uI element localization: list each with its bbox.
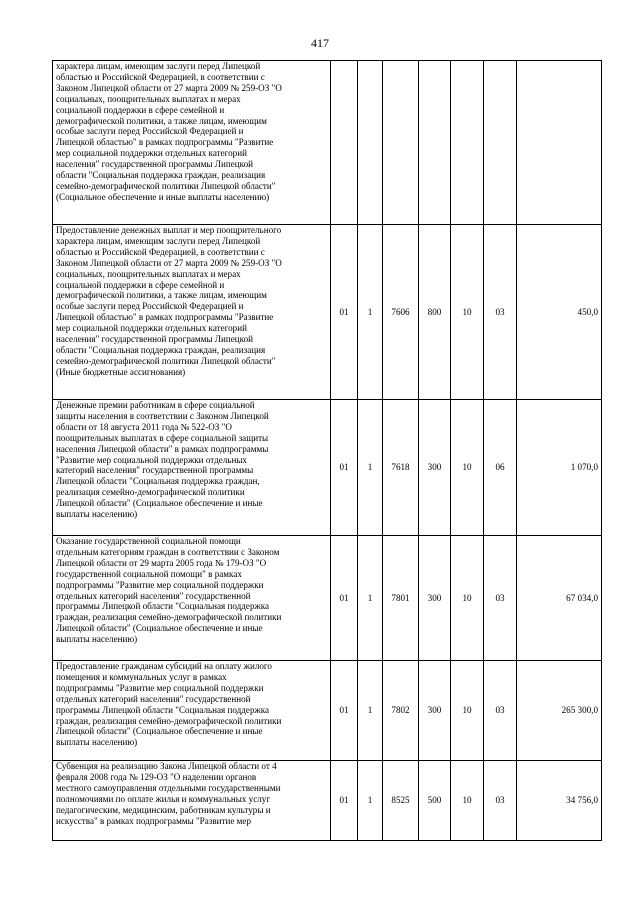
cell-amount: 265 300,0 (517, 661, 602, 761)
cell-subsection: 03 (484, 536, 517, 661)
cell-section: 10 (451, 536, 484, 661)
cell-subprogram: 1 (358, 225, 383, 400)
cell-program: 01 (331, 661, 358, 761)
cell-section: 10 (451, 400, 484, 536)
table-row (53, 225, 602, 400)
cell-section: 10 (451, 661, 484, 761)
cell-subsection: 03 (484, 225, 517, 400)
cell-amount: 450,0 (517, 225, 602, 400)
cell-amount (517, 61, 602, 225)
cell-amount: 34 756,0 (517, 761, 602, 841)
cell-subsection (484, 61, 517, 225)
cell-section: 10 (451, 761, 484, 841)
cell-direction: 7606 (383, 225, 419, 400)
cell-subprogram: 1 (358, 761, 383, 841)
cell-direction (383, 61, 419, 225)
cell-expense-type: 800 (419, 225, 451, 400)
cell-direction: 8525 (383, 761, 419, 841)
cell-program: 01 (331, 400, 358, 536)
row-description: Оказание государственной социальной помощи отдельным категориям граждан в соответствии с Законом Липецкой области от 29 марта 2005 года № 179-ОЗ "О государственной социальной помощи" в рамках подпрограммы "Развитие мер социальной поддержки отдельных категорий населения" государственной программы Липецкой области "Социальная поддержка граждан, реализация семейно-демографической политики Липецкой области" (Социальное обеспечение и иные выплаты населению) (53, 536, 331, 661)
row-description: характера лицам, имеющим заслуги перед Липецкой областью и Российской Федерацией, в соответствии с Законом Липецкой области от 27 марта 2009 № 259-ОЗ "О социальных, поощрительных выплатах и мерах социальной поддержки в сфере семейной и демографической политики, а также лицам, имеющим особые заслуги перед Российской Федерацией и Липецкой областью" в рамках подпрограммы "Развитие мер социальной поддержки отдельных категорий населения" государственной программы Липецкой области "Социальная поддержка граждан, реализация семейно-демографической политики Липецкой области" (Социальное обеспечение и иные выплаты населению) (53, 61, 331, 225)
cell-subsection: 03 (484, 661, 517, 761)
page-number: 417 (311, 36, 329, 50)
row-description: Предоставление гражданам субсидий на оплату жилого помещения и коммунальных услуг в рамках подпрограммы "Развитие мер социальной поддержки отдельных категорий населения" государственной программы Липецкой области "Социальная поддержка граждан, реализация семейно-демографической политики Липецкой области" (Социальное обеспечение и иные выплаты населению) (53, 661, 331, 761)
table-row (53, 400, 602, 536)
cell-subprogram: 1 (358, 661, 383, 761)
cell-expense-type: 300 (419, 536, 451, 661)
table-row (53, 536, 602, 661)
cell-direction: 7801 (383, 536, 419, 661)
row-description: Денежные премии работникам в сфере социальной защиты населения в соответствии с Законом Липецкой области от 18 августа 2011 года № 522-ОЗ "О поощрительных выплатах в сфере социальной защиты населения Липецкой области" в рамках подпрограммы "Развитие мер социальной поддержки отдельных категорий населения" государственной программы Липецкой области "Социальная поддержка граждан, реализация семейно-демографической политики Липецкой области" (Социальное обеспечение и иные выплаты населению) (53, 400, 331, 536)
table-row (53, 761, 602, 841)
cell-expense-type (419, 61, 451, 225)
cell-section: 10 (451, 225, 484, 400)
cell-direction: 7802 (383, 661, 419, 761)
cell-direction: 7618 (383, 400, 419, 536)
cell-program: 01 (331, 761, 358, 841)
table-row (53, 61, 602, 225)
cell-amount: 67 034,0 (517, 536, 602, 661)
cell-subsection: 06 (484, 400, 517, 536)
cell-subprogram: 1 (358, 400, 383, 536)
cell-program: 01 (331, 225, 358, 400)
cell-subprogram: 1 (358, 536, 383, 661)
row-description: Субвенция на реализацию Закона Липецкой области от 4 февраля 2008 года № 129-ОЗ "О наделении органов местного самоуправления отдельными государственными полномочиями по оплате жилья и коммунальных услуг педагогическим, медицинским, работникам культуры и искусства" в рамках подпрограммы "Развитие мер (53, 761, 331, 841)
cell-subprogram (358, 61, 383, 225)
budget-table (52, 60, 602, 841)
cell-section (451, 61, 484, 225)
cell-expense-type: 500 (419, 761, 451, 841)
row-description: Предоставление денежных выплат и мер поощрительного характера лицам, имеющим заслуги перед Липецкой областью и Российской Федерацией, в соответствии с Законом Липецкой области от 27 марта 2009 № 259-ОЗ "О социальных, поощрительных выплатах и мерах социальной поддержки в сфере семейной и демографической политики, а также лицам, имеющим особые заслуги перед Российской Федерацией и Липецкой областью" в рамках подпрограммы "Развитие мер социальной поддержки отдельных категорий населения" государственной программы Липецкой области "Социальная поддержка граждан, реализация семейно-демографической политики Липецкой области" (Иные бюджетные ассигнования) (53, 225, 331, 400)
table-row (53, 661, 602, 761)
cell-expense-type: 300 (419, 400, 451, 536)
cell-expense-type: 300 (419, 661, 451, 761)
cell-program: 01 (331, 536, 358, 661)
cell-subsection: 03 (484, 761, 517, 841)
cell-program (331, 61, 358, 225)
cell-amount: 1 070,0 (517, 400, 602, 536)
